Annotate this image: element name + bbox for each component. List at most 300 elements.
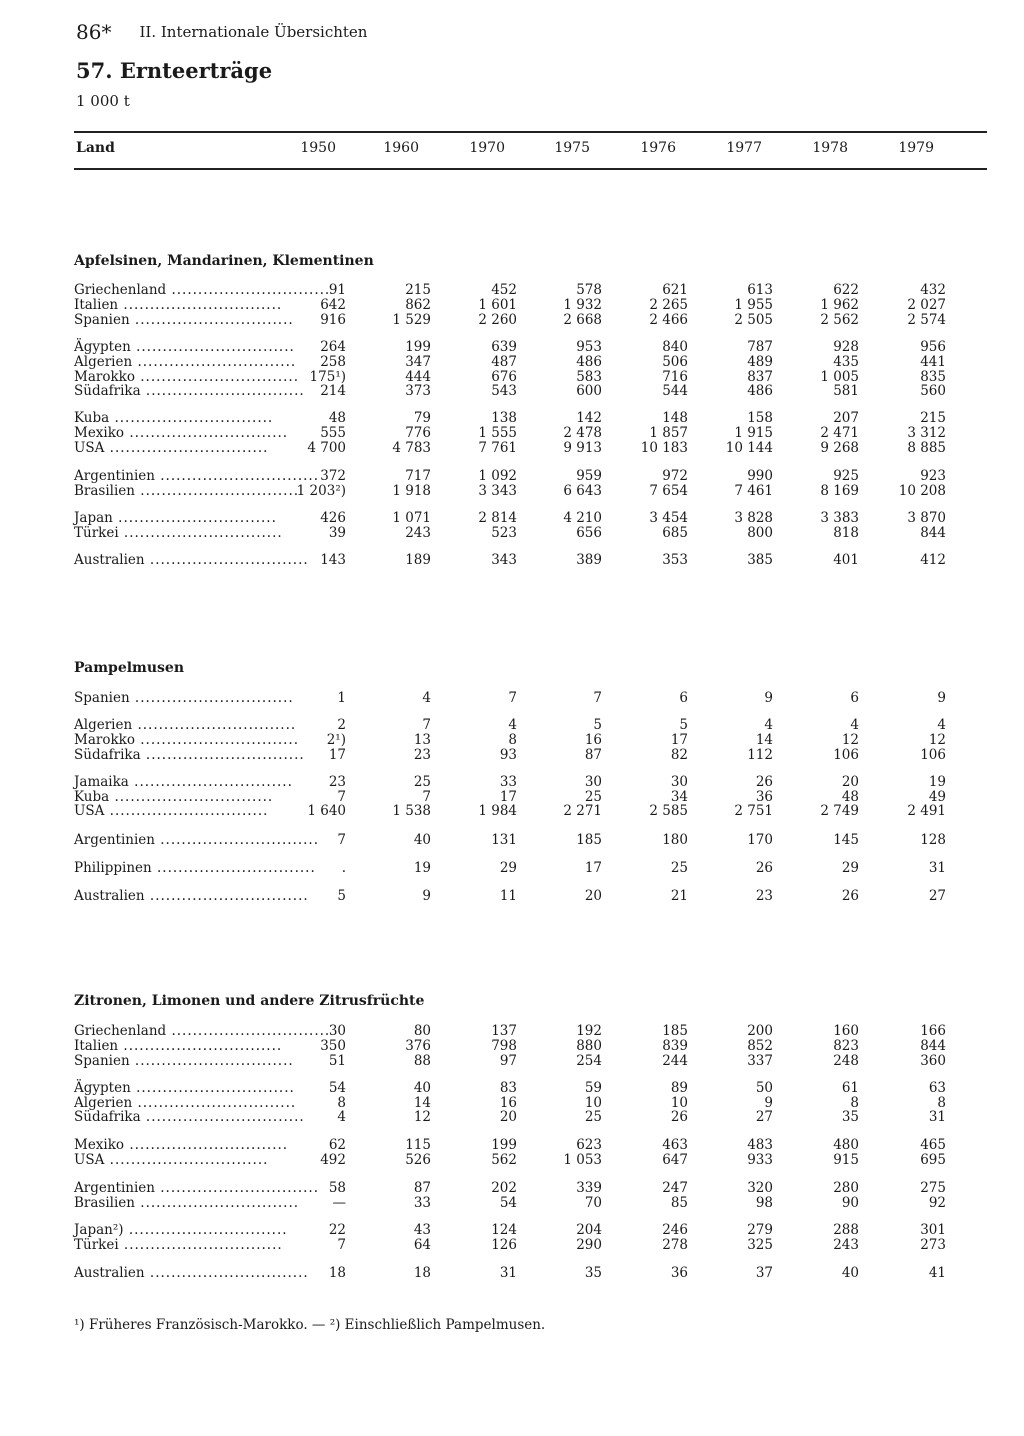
- value-cell: 695: [920, 1152, 946, 1168]
- top-rule: [74, 131, 987, 133]
- value-cell: 16: [499, 1095, 517, 1111]
- country-name: Japan²): [74, 1222, 124, 1238]
- value-cell: 106: [920, 747, 946, 763]
- value-cell: 29: [499, 860, 517, 876]
- value-cell: 2 751: [734, 803, 773, 819]
- value-cell: 835: [920, 369, 946, 385]
- value-cell: 19: [928, 774, 946, 790]
- country-name: Argentinien: [74, 468, 155, 484]
- table-row: [0, 468, 1000, 484]
- value-cell: 54: [328, 1080, 346, 1096]
- table-row: [0, 282, 1000, 298]
- value-cell: 62: [328, 1137, 346, 1153]
- value-cell: 1: [337, 690, 346, 706]
- table-row: [0, 832, 1000, 848]
- value-cell: 2 749: [820, 803, 859, 819]
- table-row: [0, 717, 1000, 733]
- country-name: Kuba: [74, 789, 110, 805]
- value-cell: 5: [679, 717, 688, 733]
- value-cell: 487: [491, 354, 517, 370]
- value-cell: 37: [755, 1265, 773, 1281]
- leader-dots: ..............................: [154, 1180, 319, 1196]
- country-cell: [74, 888, 309, 904]
- value-cell: 278: [662, 1237, 688, 1253]
- value-cell: 4: [764, 717, 773, 733]
- value-cell: 2 260: [478, 312, 517, 328]
- value-cell: 40: [413, 832, 431, 848]
- value-cell: 25: [413, 774, 431, 790]
- country-cell: [74, 1152, 272, 1168]
- leader-dots: ..............................: [104, 1152, 269, 1168]
- value-cell: 214: [320, 383, 346, 399]
- value-cell: 30: [670, 774, 688, 790]
- value-cell: 959: [576, 468, 602, 484]
- country-cell: [74, 425, 289, 441]
- value-cell: 61: [841, 1080, 859, 1096]
- value-cell: 273: [920, 1237, 946, 1253]
- value-cell: 486: [747, 383, 773, 399]
- table-row: [0, 1053, 1000, 1069]
- country-cell: [74, 1137, 289, 1153]
- value-cell: 10 183: [640, 440, 688, 456]
- value-cell: 3 383: [820, 510, 859, 526]
- value-cell: 915: [833, 1152, 859, 1168]
- value-cell: 685: [662, 525, 688, 541]
- value-cell: 642: [320, 297, 346, 313]
- value-cell: 79: [413, 410, 431, 426]
- leader-dots: ..............................: [118, 1038, 283, 1054]
- value-cell: 925: [833, 468, 859, 484]
- value-cell: 12: [928, 732, 946, 748]
- value-cell: 1 529: [392, 312, 431, 328]
- value-cell: 26: [755, 774, 773, 790]
- value-cell: 8: [937, 1095, 946, 1111]
- value-cell: 385: [747, 552, 773, 568]
- value-cell: 839: [662, 1038, 688, 1054]
- table-row: [0, 383, 1000, 399]
- leader-dots: ..............................: [144, 1265, 309, 1281]
- value-cell: 350: [320, 1038, 346, 1054]
- leader-dots: ..............................: [140, 383, 305, 399]
- value-cell: 3 312: [907, 425, 946, 441]
- country-cell: [74, 510, 277, 526]
- value-cell: 823: [833, 1038, 859, 1054]
- value-cell: 254: [576, 1053, 602, 1069]
- value-cell: 199: [491, 1137, 517, 1153]
- value-cell: 12: [841, 732, 859, 748]
- country-cell: [74, 1023, 331, 1039]
- value-cell: 180: [662, 832, 688, 848]
- value-cell: 1 555: [478, 425, 517, 441]
- table-row: [0, 1080, 1000, 1096]
- country-cell: [74, 440, 272, 456]
- country-cell: [74, 1237, 283, 1253]
- value-cell: 3 343: [478, 483, 517, 499]
- value-cell: 11: [499, 888, 517, 904]
- value-cell: 16: [584, 732, 602, 748]
- value-cell: 337: [747, 1053, 773, 1069]
- value-cell: 583: [576, 369, 602, 385]
- value-cell: 106: [833, 747, 859, 763]
- country-name: Jamaika: [74, 774, 129, 790]
- value-cell: 6: [850, 690, 859, 706]
- value-cell: .: [341, 860, 346, 876]
- value-cell: 207: [833, 410, 859, 426]
- table-row: [0, 297, 1000, 313]
- value-cell: 20: [584, 888, 602, 904]
- value-cell: 432: [920, 282, 946, 298]
- value-cell: 91: [328, 282, 346, 298]
- value-cell: 560: [920, 383, 946, 399]
- table-row: [0, 425, 1000, 441]
- leader-dots: ..............................: [144, 552, 309, 568]
- value-cell: 26: [670, 1109, 688, 1125]
- value-cell: 258: [320, 354, 346, 370]
- value-cell: 34: [670, 789, 688, 805]
- value-cell: 2 814: [478, 510, 517, 526]
- value-cell: 844: [920, 525, 946, 541]
- value-cell: 2 265: [649, 297, 688, 313]
- value-cell: 9: [937, 690, 946, 706]
- country-name: Spanien: [74, 690, 130, 706]
- leader-dots: ..............................: [123, 1222, 288, 1238]
- value-cell: 389: [576, 552, 602, 568]
- value-cell: 320: [747, 1180, 773, 1196]
- leader-dots: ..............................: [124, 1137, 289, 1153]
- value-cell: 18: [328, 1265, 346, 1281]
- value-cell: 280: [833, 1180, 859, 1196]
- country-name: Südafrika: [74, 1109, 141, 1125]
- table-row: [0, 1195, 1000, 1211]
- country-name: Brasilien: [74, 483, 135, 499]
- value-cell: 192: [576, 1023, 602, 1039]
- value-cell: 492: [320, 1152, 346, 1168]
- value-cell: 25: [584, 789, 602, 805]
- leader-dots: ..............................: [132, 1095, 297, 1111]
- value-cell: 523: [491, 525, 517, 541]
- country-name: Australien: [74, 1265, 145, 1281]
- value-cell: 87: [584, 747, 602, 763]
- value-cell: 243: [833, 1237, 859, 1253]
- value-cell: 880: [576, 1038, 602, 1054]
- value-cell: 800: [747, 525, 773, 541]
- value-cell: 10: [584, 1095, 602, 1111]
- country-cell: [74, 1053, 294, 1069]
- value-cell: 98: [755, 1195, 773, 1211]
- value-cell: 39: [328, 525, 346, 541]
- table-row: [0, 440, 1000, 456]
- table-row: [0, 483, 1000, 499]
- value-cell: 435: [833, 354, 859, 370]
- table-title: 57. Ernteerträge: [76, 58, 273, 83]
- value-cell: 716: [662, 369, 688, 385]
- value-cell: 639: [491, 339, 517, 355]
- value-cell: 36: [755, 789, 773, 805]
- table-row: [0, 354, 1000, 370]
- value-cell: 444: [405, 369, 431, 385]
- value-cell: 2 585: [649, 803, 688, 819]
- value-cell: 544: [662, 383, 688, 399]
- value-cell: 70: [584, 1195, 602, 1211]
- value-cell: 40: [841, 1265, 859, 1281]
- country-cell: [74, 312, 294, 328]
- value-cell: 138: [491, 410, 517, 426]
- value-cell: 2 491: [907, 803, 946, 819]
- value-cell: 23: [755, 888, 773, 904]
- value-cell: 166: [920, 1023, 946, 1039]
- running-head: [76, 20, 367, 44]
- value-cell: 4: [337, 1109, 346, 1125]
- value-cell: 58: [328, 1180, 346, 1196]
- value-cell: 1 538: [392, 803, 431, 819]
- unit-label: 1 000 t: [76, 92, 130, 110]
- value-cell: 2 466: [649, 312, 688, 328]
- value-cell: 956: [920, 339, 946, 355]
- value-cell: 613: [747, 282, 773, 298]
- leader-dots: ..............................: [135, 483, 300, 499]
- value-cell: 2 027: [907, 297, 946, 313]
- value-cell: 9 268: [820, 440, 859, 456]
- value-cell: 158: [747, 410, 773, 426]
- leader-dots: ..............................: [118, 1237, 283, 1253]
- value-cell: 189: [405, 552, 431, 568]
- section-title: Zitronen, Limonen und andere Zitrusfrüchte: [74, 993, 425, 1009]
- value-cell: 4: [508, 717, 517, 733]
- table-row: [0, 410, 1000, 426]
- leader-dots: ..............................: [112, 510, 277, 526]
- value-cell: 48: [841, 789, 859, 805]
- value-cell: 347: [405, 354, 431, 370]
- table-row: [0, 774, 1000, 790]
- value-cell: 8: [337, 1095, 346, 1111]
- country-name: Mexiko: [74, 425, 125, 441]
- value-cell: 1 640: [307, 803, 346, 819]
- value-cell: 840: [662, 339, 688, 355]
- value-cell: 128: [920, 832, 946, 848]
- country-name: Spanien: [74, 1053, 130, 1069]
- value-cell: 581: [833, 383, 859, 399]
- value-cell: 7 461: [734, 483, 773, 499]
- value-cell: 1 984: [478, 803, 517, 819]
- value-cell: 51: [328, 1053, 346, 1069]
- value-cell: 578: [576, 282, 602, 298]
- value-cell: 2 478: [563, 425, 602, 441]
- country-name: Mexiko: [74, 1137, 125, 1153]
- value-cell: 17: [499, 789, 517, 805]
- value-cell: 2¹): [326, 732, 346, 748]
- value-cell: 2: [337, 717, 346, 733]
- value-cell: 1 053: [563, 1152, 602, 1168]
- leader-dots: ..............................: [132, 354, 297, 370]
- value-cell: 452: [491, 282, 517, 298]
- value-cell: 35: [584, 1265, 602, 1281]
- value-cell: 288: [833, 1222, 859, 1238]
- value-cell: 27: [928, 888, 946, 904]
- country-cell: [74, 1265, 309, 1281]
- value-cell: 647: [662, 1152, 688, 1168]
- value-cell: 33: [499, 774, 517, 790]
- value-cell: 798: [491, 1038, 517, 1054]
- value-cell: 21: [670, 888, 688, 904]
- value-cell: 14: [755, 732, 773, 748]
- footnote: ¹) Früheres Französisch-Marokko. — ²) Einschließlich Pampelmusen.: [74, 1317, 546, 1333]
- country-cell: [74, 282, 331, 298]
- value-cell: 31: [928, 860, 946, 876]
- value-cell: 972: [662, 468, 688, 484]
- value-cell: 1 962: [820, 297, 859, 313]
- value-cell: 7: [422, 789, 431, 805]
- value-cell: 200: [747, 1023, 773, 1039]
- value-cell: 923: [920, 468, 946, 484]
- value-cell: 8: [508, 732, 517, 748]
- value-cell: 59: [584, 1080, 602, 1096]
- country-name: Argentinien: [74, 832, 155, 848]
- country-cell: [74, 483, 300, 499]
- country-name: Griechenland: [74, 282, 167, 298]
- value-cell: 3 870: [907, 510, 946, 526]
- value-cell: 1 915: [734, 425, 773, 441]
- country-cell: [74, 354, 297, 370]
- value-cell: 852: [747, 1038, 773, 1054]
- value-cell: 35: [841, 1109, 859, 1125]
- country-name: Spanien: [74, 312, 130, 328]
- value-cell: 543: [491, 383, 517, 399]
- value-cell: 185: [662, 1023, 688, 1039]
- country-cell: [74, 297, 283, 313]
- value-cell: 1 932: [563, 297, 602, 313]
- value-cell: 93: [499, 747, 517, 763]
- country-cell: [74, 525, 283, 541]
- value-cell: 31: [928, 1109, 946, 1125]
- country-name: Philippinen: [74, 860, 152, 876]
- value-cell: 126: [491, 1237, 517, 1253]
- value-cell: 97: [499, 1053, 517, 1069]
- value-cell: 12: [413, 1109, 431, 1125]
- value-cell: 23: [328, 774, 346, 790]
- country-name: USA: [74, 440, 105, 456]
- value-cell: 621: [662, 282, 688, 298]
- value-cell: 4: [850, 717, 859, 733]
- value-cell: 30: [328, 1023, 346, 1039]
- table-row: [0, 1023, 1000, 1039]
- value-cell: 372: [320, 468, 346, 484]
- value-cell: 27: [755, 1109, 773, 1125]
- header-rule: [74, 168, 987, 170]
- value-cell: 82: [670, 747, 688, 763]
- value-cell: 1 203²): [296, 483, 346, 499]
- value-cell: 87: [413, 1180, 431, 1196]
- value-cell: 19: [413, 860, 431, 876]
- value-cell: 526: [405, 1152, 431, 1168]
- country-cell: [74, 468, 319, 484]
- value-cell: 1 601: [478, 297, 517, 313]
- value-cell: 89: [670, 1080, 688, 1096]
- table-row: [0, 803, 1000, 819]
- value-cell: 4 783: [392, 440, 431, 456]
- country-name: Marokko: [74, 732, 135, 748]
- table-row: [0, 1152, 1000, 1168]
- value-cell: 1 005: [820, 369, 859, 385]
- country-cell: [74, 1109, 305, 1125]
- leader-dots: ..............................: [135, 1195, 300, 1211]
- country-cell: [74, 552, 309, 568]
- value-cell: 10 144: [725, 440, 773, 456]
- table-row: [0, 1222, 1000, 1238]
- country-name: Marokko: [74, 369, 135, 385]
- value-cell: 426: [320, 510, 346, 526]
- value-cell: 1 918: [392, 483, 431, 499]
- value-cell: 7: [337, 1237, 346, 1253]
- country-name: Griechenland: [74, 1023, 167, 1039]
- value-cell: 2 668: [563, 312, 602, 328]
- value-cell: 656: [576, 525, 602, 541]
- country-name: Türkei: [74, 1237, 119, 1253]
- table-row: [0, 1265, 1000, 1281]
- value-cell: 50: [755, 1080, 773, 1096]
- leader-dots: ..............................: [151, 860, 316, 876]
- value-cell: 244: [662, 1053, 688, 1069]
- leader-dots: ..............................: [134, 732, 299, 748]
- value-cell: 776: [405, 425, 431, 441]
- leader-dots: ..............................: [104, 440, 269, 456]
- value-cell: 204: [576, 1222, 602, 1238]
- value-cell: 360: [920, 1053, 946, 1069]
- value-cell: 248: [833, 1053, 859, 1069]
- leader-dots: ..............................: [109, 410, 274, 426]
- leader-dots: ..............................: [130, 339, 295, 355]
- value-cell: 600: [576, 383, 602, 399]
- country-cell: [74, 1195, 300, 1211]
- country-name: Südafrika: [74, 747, 141, 763]
- value-cell: 373: [405, 383, 431, 399]
- value-cell: 202: [491, 1180, 517, 1196]
- value-cell: 862: [405, 297, 431, 313]
- column-header-year: 1976: [640, 140, 676, 156]
- value-cell: 489: [747, 354, 773, 370]
- value-cell: 2 471: [820, 425, 859, 441]
- value-cell: 7: [337, 789, 346, 805]
- value-cell: 6 643: [563, 483, 602, 499]
- column-header-year: 1970: [469, 140, 505, 156]
- table-row: [0, 525, 1000, 541]
- value-cell: 787: [747, 339, 773, 355]
- leader-dots: ..............................: [129, 1053, 294, 1069]
- leader-dots: ..............................: [144, 888, 309, 904]
- leader-dots: ..............................: [132, 717, 297, 733]
- value-cell: 9: [764, 690, 773, 706]
- value-cell: 325: [747, 1237, 773, 1253]
- value-cell: 717: [405, 468, 431, 484]
- section-title: Apfelsinen, Mandarinen, Klementinen: [74, 253, 374, 269]
- value-cell: 9: [422, 888, 431, 904]
- value-cell: 23: [413, 747, 431, 763]
- value-cell: 953: [576, 339, 602, 355]
- value-cell: 916: [320, 312, 346, 328]
- column-header-year: 1977: [726, 140, 762, 156]
- value-cell: 7: [508, 690, 517, 706]
- country-name: Argentinien: [74, 1180, 155, 1196]
- value-cell: 5: [337, 888, 346, 904]
- country-name: Kuba: [74, 410, 110, 426]
- value-cell: 88: [413, 1053, 431, 1069]
- table-row: [0, 747, 1000, 763]
- value-cell: 1 092: [478, 468, 517, 484]
- column-header-year: 1979: [898, 140, 934, 156]
- country-cell: [74, 860, 316, 876]
- country-cell: [74, 732, 299, 748]
- value-cell: 818: [833, 525, 859, 541]
- value-cell: 562: [491, 1152, 517, 1168]
